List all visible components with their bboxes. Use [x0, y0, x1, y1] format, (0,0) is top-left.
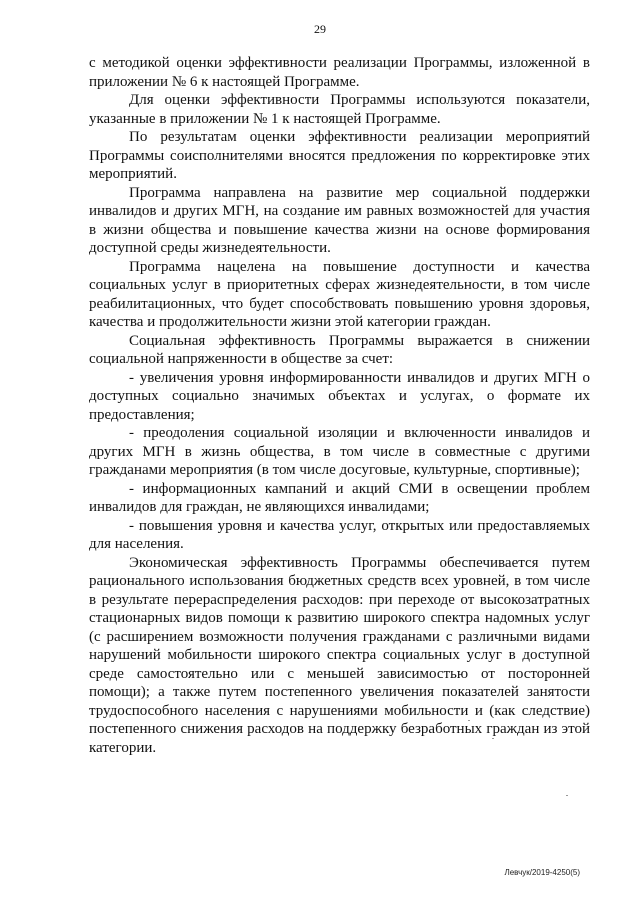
list-item: - увеличения уровня информированности инвалидов и других МГН о доступных социально значимых объектах и услугах, о формате их предоставления;	[89, 369, 590, 423]
list-item: - информационных кампаний и акций СМИ в освещении проблем инвалидов для граждан, не являющихся инвалидами;	[89, 480, 590, 515]
list-item: - преодоления социальной изоляции и включенности инвалидов и других МГН в жизнь общества, в том числе в совместные с другими гражданами мероприятия (в том числе досуговые, культурные, спортивные);	[89, 425, 590, 478]
page-number: 29	[314, 22, 326, 36]
paragraph: По результатам оценки эффективности реализации мероприятий Программы соисполнителями вносятся предложения по корректировке этих мероприятий.	[89, 129, 590, 182]
document-body	[89, 54, 590, 757]
paragraph: с методикой оценки эффективности реализации Программы, изложенной в приложении № 6 к настоящей Программе.	[89, 55, 590, 90]
list-item: - повышения уровня и качества услуг, открытых или предоставляемых для населения.	[89, 517, 590, 552]
paragraph: Социальная эффективность Программы выражается в снижении социальной напряженности в обществе за счет:	[89, 332, 590, 367]
scan-speck	[468, 720, 470, 721]
document-code: Левчук/2019-4250(5)	[504, 868, 580, 877]
paragraph: Экономическая эффективность Программы обеспечивается путем рационального использования бюджетных средств всех уровней, в том числе в результате перераспределения расходов: при переходе от высокозатратных стационарных видов помощи к развитию широкого спектра надомных услуг (с расширением возможности получения гражданами с различными видами нарушений мобильности широкого спектра социальных услуг в доступной среде самостоятельно или с меньшей зависимостью от посторонней помощи); а также путем постепенного увеличения показателей занятости трудоспособного населения с нарушениями мобильности и (как следствие) постепенного снижения расходов на поддержку безработных граждан из этой категории.	[89, 554, 590, 756]
paragraph: Программа направлена на развитие мер социальной поддержки инвалидов и других МГН, на создание им равных возможностей для участия в жизни общества и повышение качества жизни на основе формирования доступной среды жизнедеятельности.	[89, 184, 590, 256]
paragraph: Для оценки эффективности Программы используются показатели, указанные в приложении № 1 к настоящей Программе.	[89, 92, 590, 127]
scan-speck	[566, 795, 568, 796]
paragraph: Программа нацелена на повышение доступности и качества социальных услуг в приоритетных сферах жизнедеятельности, в том числе реабилитационных, что будет способствовать повышению уровня здоровья, качества и продолжительности жизни этой категории граждан.	[89, 258, 590, 330]
scan-speck	[492, 738, 494, 739]
